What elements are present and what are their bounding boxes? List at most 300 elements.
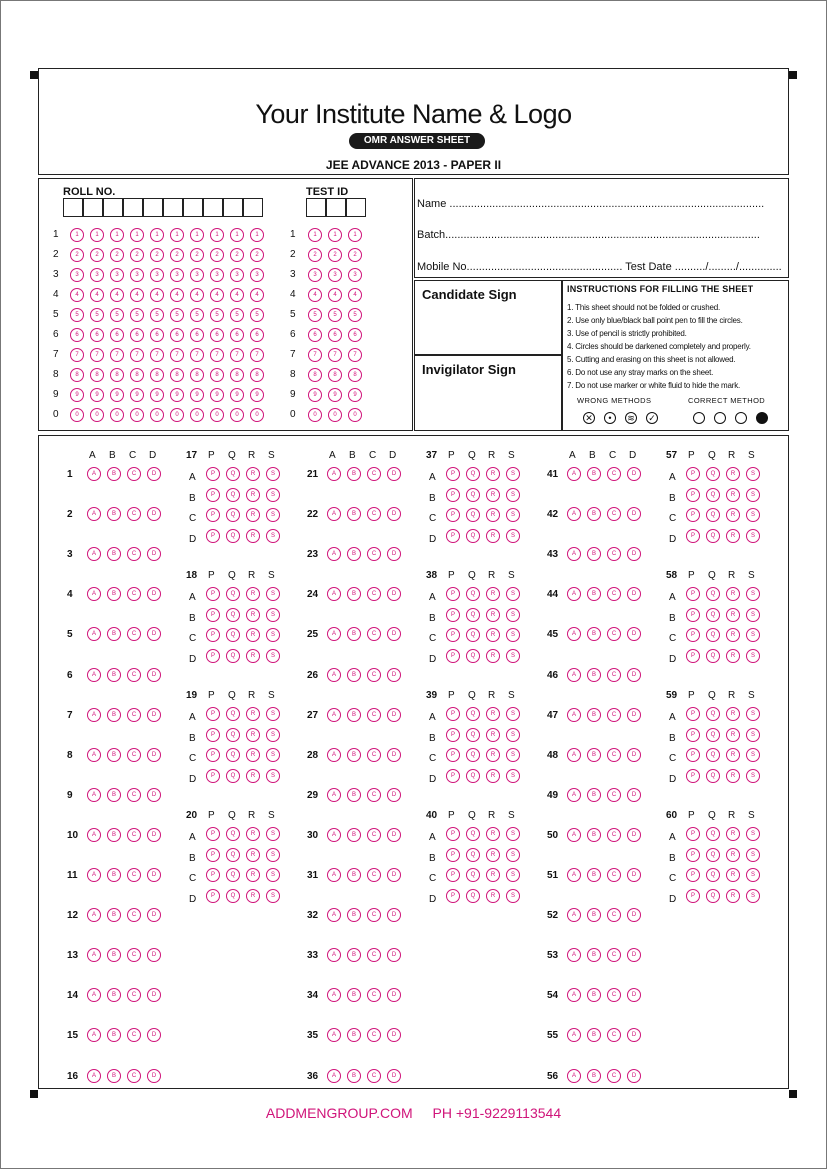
answer-bubble[interactable]: A xyxy=(327,1069,341,1083)
matrix-bubble[interactable]: Q xyxy=(466,508,480,522)
roll-digit-box[interactable] xyxy=(243,198,263,217)
roll-bubble[interactable]: 5 xyxy=(90,308,104,322)
answer-bubble[interactable]: C xyxy=(127,1069,141,1083)
matrix-bubble[interactable]: S xyxy=(506,889,520,903)
matrix-bubble[interactable]: P xyxy=(686,628,700,642)
roll-bubble[interactable]: 3 xyxy=(150,268,164,282)
matrix-bubble[interactable]: S xyxy=(266,587,280,601)
answer-bubble[interactable]: B xyxy=(347,467,361,481)
matrix-bubble[interactable]: S xyxy=(746,529,760,543)
matrix-bubble[interactable]: S xyxy=(506,868,520,882)
answer-bubble[interactable]: D xyxy=(627,948,641,962)
matrix-bubble[interactable]: S xyxy=(266,827,280,841)
answer-bubble[interactable]: A xyxy=(87,547,101,561)
matrix-bubble[interactable]: S xyxy=(266,508,280,522)
answer-bubble[interactable]: D xyxy=(387,828,401,842)
matrix-bubble[interactable]: P xyxy=(686,649,700,663)
roll-bubble[interactable]: 4 xyxy=(70,288,84,302)
matrix-bubble[interactable]: S xyxy=(746,628,760,642)
answer-bubble[interactable]: A xyxy=(567,988,581,1002)
roll-bubble[interactable]: 8 xyxy=(90,368,104,382)
answer-bubble[interactable]: D xyxy=(147,547,161,561)
answer-bubble[interactable]: C xyxy=(607,587,621,601)
matrix-bubble[interactable]: P xyxy=(446,848,460,862)
answer-bubble[interactable]: B xyxy=(587,668,601,682)
answer-bubble[interactable]: C xyxy=(127,748,141,762)
matrix-bubble[interactable]: R xyxy=(726,587,740,601)
matrix-bubble[interactable]: Q xyxy=(466,728,480,742)
roll-bubble[interactable]: 0 xyxy=(130,408,144,422)
roll-bubble[interactable]: 8 xyxy=(70,368,84,382)
matrix-bubble[interactable]: S xyxy=(266,467,280,481)
roll-digit-box[interactable] xyxy=(123,198,143,217)
matrix-bubble[interactable]: Q xyxy=(706,827,720,841)
matrix-bubble[interactable]: Q xyxy=(706,529,720,543)
matrix-bubble[interactable]: R xyxy=(486,587,500,601)
answer-bubble[interactable]: B xyxy=(587,988,601,1002)
matrix-bubble[interactable]: S xyxy=(506,628,520,642)
matrix-bubble[interactable]: R xyxy=(246,707,260,721)
answer-bubble[interactable]: C xyxy=(127,627,141,641)
test-id-bubble[interactable]: 0 xyxy=(348,408,362,422)
matrix-bubble[interactable]: Q xyxy=(706,728,720,742)
answer-bubble[interactable]: C xyxy=(127,708,141,722)
roll-bubble[interactable]: 6 xyxy=(210,328,224,342)
roll-bubble[interactable]: 7 xyxy=(190,348,204,362)
roll-digit-box[interactable] xyxy=(103,198,123,217)
matrix-bubble[interactable]: P xyxy=(206,608,220,622)
answer-bubble[interactable]: B xyxy=(107,547,121,561)
answer-bubble[interactable]: B xyxy=(347,587,361,601)
matrix-bubble[interactable]: P xyxy=(686,748,700,762)
test-id-bubble[interactable]: 8 xyxy=(308,368,322,382)
answer-bubble[interactable]: D xyxy=(387,1069,401,1083)
answer-bubble[interactable]: C xyxy=(127,908,141,922)
matrix-bubble[interactable]: P xyxy=(206,769,220,783)
matrix-bubble[interactable]: S xyxy=(266,628,280,642)
matrix-bubble[interactable]: P xyxy=(446,889,460,903)
answer-bubble[interactable]: C xyxy=(607,627,621,641)
matrix-bubble[interactable]: R xyxy=(726,769,740,783)
roll-bubble[interactable]: 7 xyxy=(70,348,84,362)
matrix-bubble[interactable]: Q xyxy=(706,467,720,481)
matrix-bubble[interactable]: R xyxy=(726,868,740,882)
answer-bubble[interactable]: B xyxy=(347,708,361,722)
answer-bubble[interactable]: A xyxy=(567,828,581,842)
answer-bubble[interactable]: C xyxy=(127,507,141,521)
matrix-bubble[interactable]: P xyxy=(686,889,700,903)
matrix-bubble[interactable]: Q xyxy=(706,628,720,642)
answer-bubble[interactable]: A xyxy=(327,547,341,561)
answer-bubble[interactable]: A xyxy=(87,988,101,1002)
answer-bubble[interactable]: C xyxy=(367,627,381,641)
matrix-bubble[interactable]: S xyxy=(506,467,520,481)
matrix-bubble[interactable]: Q xyxy=(226,508,240,522)
answer-bubble[interactable]: C xyxy=(607,547,621,561)
answer-bubble[interactable]: C xyxy=(127,587,141,601)
matrix-bubble[interactable]: R xyxy=(246,467,260,481)
matrix-bubble[interactable]: S xyxy=(746,868,760,882)
roll-digit-box[interactable] xyxy=(223,198,243,217)
answer-bubble[interactable]: A xyxy=(87,908,101,922)
answer-bubble[interactable]: B xyxy=(107,948,121,962)
matrix-bubble[interactable]: P xyxy=(686,467,700,481)
roll-bubble[interactable]: 1 xyxy=(70,228,84,242)
test-id-bubble[interactable]: 2 xyxy=(328,248,342,262)
answer-bubble[interactable]: B xyxy=(587,828,601,842)
answer-bubble[interactable]: B xyxy=(347,908,361,922)
matrix-bubble[interactable]: R xyxy=(486,868,500,882)
answer-bubble[interactable]: B xyxy=(107,828,121,842)
answer-bubble[interactable]: C xyxy=(367,668,381,682)
candidate-sign-box[interactable] xyxy=(414,280,562,355)
roll-bubble[interactable]: 6 xyxy=(110,328,124,342)
answer-bubble[interactable]: A xyxy=(567,788,581,802)
roll-bubble[interactable]: 4 xyxy=(150,288,164,302)
answer-bubble[interactable]: D xyxy=(387,988,401,1002)
matrix-bubble[interactable]: Q xyxy=(466,868,480,882)
roll-bubble[interactable]: 8 xyxy=(190,368,204,382)
answer-bubble[interactable]: B xyxy=(107,868,121,882)
answer-bubble[interactable]: B xyxy=(347,1028,361,1042)
matrix-bubble[interactable]: P xyxy=(446,748,460,762)
matrix-bubble[interactable]: Q xyxy=(226,848,240,862)
answer-bubble[interactable]: A xyxy=(327,507,341,521)
answer-bubble[interactable]: C xyxy=(367,748,381,762)
roll-bubble[interactable]: 9 xyxy=(170,388,184,402)
answer-bubble[interactable]: B xyxy=(587,788,601,802)
answer-bubble[interactable]: A xyxy=(87,788,101,802)
roll-bubble[interactable]: 2 xyxy=(250,248,264,262)
matrix-bubble[interactable]: Q xyxy=(226,649,240,663)
matrix-bubble[interactable]: S xyxy=(746,728,760,742)
test-id-bubble[interactable]: 3 xyxy=(308,268,322,282)
test-id-bubble[interactable]: 2 xyxy=(308,248,322,262)
answer-bubble[interactable]: A xyxy=(327,1028,341,1042)
test-id-bubble[interactable]: 6 xyxy=(308,328,322,342)
matrix-bubble[interactable]: Q xyxy=(706,769,720,783)
matrix-bubble[interactable]: Q xyxy=(466,707,480,721)
answer-bubble[interactable]: B xyxy=(587,1069,601,1083)
matrix-bubble[interactable]: S xyxy=(746,707,760,721)
answer-bubble[interactable]: B xyxy=(107,748,121,762)
test-id-bubble[interactable]: 3 xyxy=(328,268,342,282)
matrix-bubble[interactable]: P xyxy=(686,587,700,601)
test-id-bubble[interactable]: 7 xyxy=(348,348,362,362)
matrix-bubble[interactable]: Q xyxy=(706,649,720,663)
roll-bubble[interactable]: 8 xyxy=(110,368,124,382)
matrix-bubble[interactable]: R xyxy=(486,748,500,762)
answer-bubble[interactable]: C xyxy=(127,668,141,682)
matrix-bubble[interactable]: Q xyxy=(226,889,240,903)
answer-bubble[interactable]: A xyxy=(567,587,581,601)
roll-digit-box[interactable] xyxy=(143,198,163,217)
test-id-bubble[interactable]: 4 xyxy=(328,288,342,302)
matrix-bubble[interactable]: Q xyxy=(226,529,240,543)
matrix-bubble[interactable]: Q xyxy=(706,848,720,862)
roll-bubble[interactable]: 4 xyxy=(90,288,104,302)
matrix-bubble[interactable]: S xyxy=(266,748,280,762)
answer-bubble[interactable]: A xyxy=(327,828,341,842)
matrix-bubble[interactable]: P xyxy=(206,868,220,882)
answer-bubble[interactable]: D xyxy=(627,868,641,882)
answer-bubble[interactable]: B xyxy=(587,627,601,641)
answer-bubble[interactable]: A xyxy=(567,547,581,561)
test-id-bubble[interactable]: 6 xyxy=(328,328,342,342)
roll-bubble[interactable]: 8 xyxy=(230,368,244,382)
test-id-bubble[interactable]: 2 xyxy=(348,248,362,262)
answer-bubble[interactable]: C xyxy=(607,988,621,1002)
matrix-bubble[interactable]: S xyxy=(746,827,760,841)
test-id-bubble[interactable]: 9 xyxy=(308,388,322,402)
matrix-bubble[interactable]: Q xyxy=(466,889,480,903)
matrix-bubble[interactable]: S xyxy=(266,769,280,783)
answer-bubble[interactable]: C xyxy=(367,587,381,601)
test-id-bubble[interactable]: 8 xyxy=(328,368,342,382)
answer-bubble[interactable]: B xyxy=(107,668,121,682)
roll-bubble[interactable]: 6 xyxy=(170,328,184,342)
answer-bubble[interactable]: B xyxy=(587,708,601,722)
answer-bubble[interactable]: D xyxy=(627,1028,641,1042)
matrix-bubble[interactable]: Q xyxy=(466,628,480,642)
matrix-bubble[interactable]: Q xyxy=(466,529,480,543)
roll-bubble[interactable]: 8 xyxy=(210,368,224,382)
test-id-digit-box[interactable] xyxy=(326,198,346,217)
answer-bubble[interactable]: C xyxy=(367,1028,381,1042)
test-id-bubble[interactable]: 5 xyxy=(328,308,342,322)
answer-bubble[interactable]: B xyxy=(347,668,361,682)
matrix-bubble[interactable]: P xyxy=(446,628,460,642)
roll-bubble[interactable]: 9 xyxy=(210,388,224,402)
answer-bubble[interactable]: A xyxy=(327,668,341,682)
answer-bubble[interactable]: A xyxy=(567,748,581,762)
answer-bubble[interactable]: D xyxy=(387,948,401,962)
answer-bubble[interactable]: D xyxy=(627,908,641,922)
matrix-bubble[interactable]: Q xyxy=(226,827,240,841)
roll-bubble[interactable]: 4 xyxy=(230,288,244,302)
matrix-bubble[interactable]: P xyxy=(206,529,220,543)
matrix-bubble[interactable]: R xyxy=(486,608,500,622)
answer-bubble[interactable]: D xyxy=(627,748,641,762)
roll-bubble[interactable]: 0 xyxy=(110,408,124,422)
matrix-bubble[interactable]: R xyxy=(246,827,260,841)
roll-bubble[interactable]: 1 xyxy=(190,228,204,242)
answer-bubble[interactable]: B xyxy=(587,908,601,922)
answer-bubble[interactable]: B xyxy=(107,1028,121,1042)
matrix-bubble[interactable]: R xyxy=(486,707,500,721)
test-id-bubble[interactable]: 4 xyxy=(308,288,322,302)
matrix-bubble[interactable]: Q xyxy=(226,628,240,642)
answer-bubble[interactable]: A xyxy=(567,908,581,922)
test-id-bubble[interactable]: 3 xyxy=(348,268,362,282)
matrix-bubble[interactable]: Q xyxy=(466,467,480,481)
matrix-bubble[interactable]: R xyxy=(246,748,260,762)
matrix-bubble[interactable]: P xyxy=(686,608,700,622)
matrix-bubble[interactable]: P xyxy=(206,587,220,601)
matrix-bubble[interactable]: Q xyxy=(226,769,240,783)
answer-bubble[interactable]: C xyxy=(127,547,141,561)
roll-bubble[interactable]: 2 xyxy=(190,248,204,262)
matrix-bubble[interactable]: P xyxy=(206,728,220,742)
answer-bubble[interactable]: A xyxy=(87,748,101,762)
matrix-bubble[interactable]: Q xyxy=(706,608,720,622)
answer-bubble[interactable]: C xyxy=(607,868,621,882)
matrix-bubble[interactable]: P xyxy=(446,467,460,481)
answer-bubble[interactable]: B xyxy=(347,507,361,521)
test-id-bubble[interactable]: 5 xyxy=(308,308,322,322)
answer-bubble[interactable]: D xyxy=(147,467,161,481)
matrix-bubble[interactable]: S xyxy=(506,848,520,862)
roll-bubble[interactable]: 5 xyxy=(170,308,184,322)
matrix-bubble[interactable]: Q xyxy=(466,649,480,663)
answer-bubble[interactable]: A xyxy=(87,627,101,641)
answer-bubble[interactable]: D xyxy=(387,668,401,682)
answer-bubble[interactable]: D xyxy=(147,788,161,802)
matrix-bubble[interactable]: S xyxy=(266,529,280,543)
answer-bubble[interactable]: D xyxy=(387,1028,401,1042)
matrix-bubble[interactable]: S xyxy=(746,587,760,601)
matrix-bubble[interactable]: P xyxy=(446,649,460,663)
matrix-bubble[interactable]: P xyxy=(206,707,220,721)
matrix-bubble[interactable]: R xyxy=(486,827,500,841)
answer-bubble[interactable]: B xyxy=(587,467,601,481)
roll-bubble[interactable]: 6 xyxy=(190,328,204,342)
matrix-bubble[interactable]: R xyxy=(486,508,500,522)
matrix-bubble[interactable]: Q xyxy=(706,748,720,762)
answer-bubble[interactable]: A xyxy=(327,988,341,1002)
answer-bubble[interactable]: A xyxy=(87,587,101,601)
matrix-bubble[interactable]: P xyxy=(206,889,220,903)
roll-bubble[interactable]: 9 xyxy=(130,388,144,402)
roll-bubble[interactable]: 9 xyxy=(110,388,124,402)
answer-bubble[interactable]: D xyxy=(627,988,641,1002)
answer-bubble[interactable]: B xyxy=(347,988,361,1002)
answer-bubble[interactable]: D xyxy=(387,708,401,722)
roll-bubble[interactable]: 0 xyxy=(250,408,264,422)
matrix-bubble[interactable]: S xyxy=(506,728,520,742)
answer-bubble[interactable]: A xyxy=(567,1028,581,1042)
matrix-bubble[interactable]: P xyxy=(446,508,460,522)
answer-bubble[interactable]: C xyxy=(127,467,141,481)
matrix-bubble[interactable]: R xyxy=(726,649,740,663)
matrix-bubble[interactable]: P xyxy=(686,488,700,502)
answer-bubble[interactable]: B xyxy=(107,788,121,802)
answer-bubble[interactable]: A xyxy=(567,668,581,682)
roll-bubble[interactable]: 1 xyxy=(150,228,164,242)
answer-bubble[interactable]: B xyxy=(347,948,361,962)
matrix-bubble[interactable]: P xyxy=(206,827,220,841)
matrix-bubble[interactable]: R xyxy=(246,628,260,642)
answer-bubble[interactable]: B xyxy=(107,587,121,601)
roll-bubble[interactable]: 2 xyxy=(210,248,224,262)
answer-bubble[interactable]: D xyxy=(147,828,161,842)
matrix-bubble[interactable]: R xyxy=(726,827,740,841)
answer-bubble[interactable]: A xyxy=(567,627,581,641)
matrix-bubble[interactable]: P xyxy=(446,587,460,601)
answer-bubble[interactable]: C xyxy=(127,988,141,1002)
roll-digit-box[interactable] xyxy=(163,198,183,217)
invigilator-sign-box[interactable] xyxy=(414,355,562,431)
matrix-bubble[interactable]: Q xyxy=(706,889,720,903)
answer-bubble[interactable]: C xyxy=(607,748,621,762)
test-id-bubble[interactable]: 0 xyxy=(328,408,342,422)
roll-bubble[interactable]: 0 xyxy=(90,408,104,422)
test-id-bubble[interactable]: 9 xyxy=(328,388,342,402)
roll-bubble[interactable]: 8 xyxy=(170,368,184,382)
roll-bubble[interactable]: 0 xyxy=(170,408,184,422)
answer-bubble[interactable]: B xyxy=(107,507,121,521)
matrix-bubble[interactable]: P xyxy=(206,628,220,642)
matrix-bubble[interactable]: S xyxy=(506,488,520,502)
matrix-bubble[interactable]: R xyxy=(246,848,260,862)
matrix-bubble[interactable]: R xyxy=(486,889,500,903)
roll-bubble[interactable]: 9 xyxy=(90,388,104,402)
roll-digit-box[interactable] xyxy=(183,198,203,217)
test-id-bubble[interactable]: 7 xyxy=(328,348,342,362)
answer-bubble[interactable]: B xyxy=(347,1069,361,1083)
matrix-bubble[interactable]: Q xyxy=(466,608,480,622)
roll-bubble[interactable]: 6 xyxy=(130,328,144,342)
answer-bubble[interactable]: B xyxy=(107,708,121,722)
matrix-bubble[interactable]: P xyxy=(446,868,460,882)
matrix-bubble[interactable]: P xyxy=(686,728,700,742)
batch-field[interactable]: Batch....................................................................................................... xyxy=(417,229,760,241)
matrix-bubble[interactable]: S xyxy=(746,748,760,762)
answer-bubble[interactable]: C xyxy=(607,828,621,842)
roll-bubble[interactable]: 5 xyxy=(250,308,264,322)
matrix-bubble[interactable]: S xyxy=(746,848,760,862)
answer-bubble[interactable]: D xyxy=(387,587,401,601)
matrix-bubble[interactable]: R xyxy=(486,728,500,742)
roll-bubble[interactable]: 1 xyxy=(210,228,224,242)
roll-bubble[interactable]: 4 xyxy=(110,288,124,302)
roll-bubble[interactable]: 5 xyxy=(150,308,164,322)
roll-bubble[interactable]: 3 xyxy=(210,268,224,282)
answer-bubble[interactable]: D xyxy=(627,828,641,842)
roll-bubble[interactable]: 7 xyxy=(130,348,144,362)
roll-bubble[interactable]: 0 xyxy=(190,408,204,422)
matrix-bubble[interactable]: S xyxy=(266,707,280,721)
answer-bubble[interactable]: C xyxy=(607,1028,621,1042)
matrix-bubble[interactable]: S xyxy=(746,488,760,502)
answer-bubble[interactable]: C xyxy=(607,467,621,481)
answer-bubble[interactable]: D xyxy=(387,507,401,521)
matrix-bubble[interactable]: Q xyxy=(706,587,720,601)
roll-bubble[interactable]: 8 xyxy=(150,368,164,382)
test-id-bubble[interactable]: 0 xyxy=(308,408,322,422)
answer-bubble[interactable]: A xyxy=(327,748,341,762)
test-id-bubble[interactable]: 4 xyxy=(348,288,362,302)
roll-bubble[interactable]: 7 xyxy=(210,348,224,362)
matrix-bubble[interactable]: Q xyxy=(226,748,240,762)
matrix-bubble[interactable]: R xyxy=(246,728,260,742)
matrix-bubble[interactable]: R xyxy=(246,488,260,502)
roll-bubble[interactable]: 4 xyxy=(170,288,184,302)
answer-bubble[interactable]: D xyxy=(387,868,401,882)
roll-bubble[interactable]: 6 xyxy=(70,328,84,342)
answer-bubble[interactable]: D xyxy=(147,868,161,882)
roll-bubble[interactable]: 3 xyxy=(230,268,244,282)
answer-bubble[interactable]: C xyxy=(367,547,381,561)
matrix-bubble[interactable]: R xyxy=(246,889,260,903)
roll-bubble[interactable]: 5 xyxy=(210,308,224,322)
answer-bubble[interactable]: C xyxy=(607,507,621,521)
roll-bubble[interactable]: 3 xyxy=(110,268,124,282)
answer-bubble[interactable]: D xyxy=(147,1069,161,1083)
answer-bubble[interactable]: D xyxy=(627,708,641,722)
roll-bubble[interactable]: 5 xyxy=(230,308,244,322)
matrix-bubble[interactable]: P xyxy=(206,488,220,502)
